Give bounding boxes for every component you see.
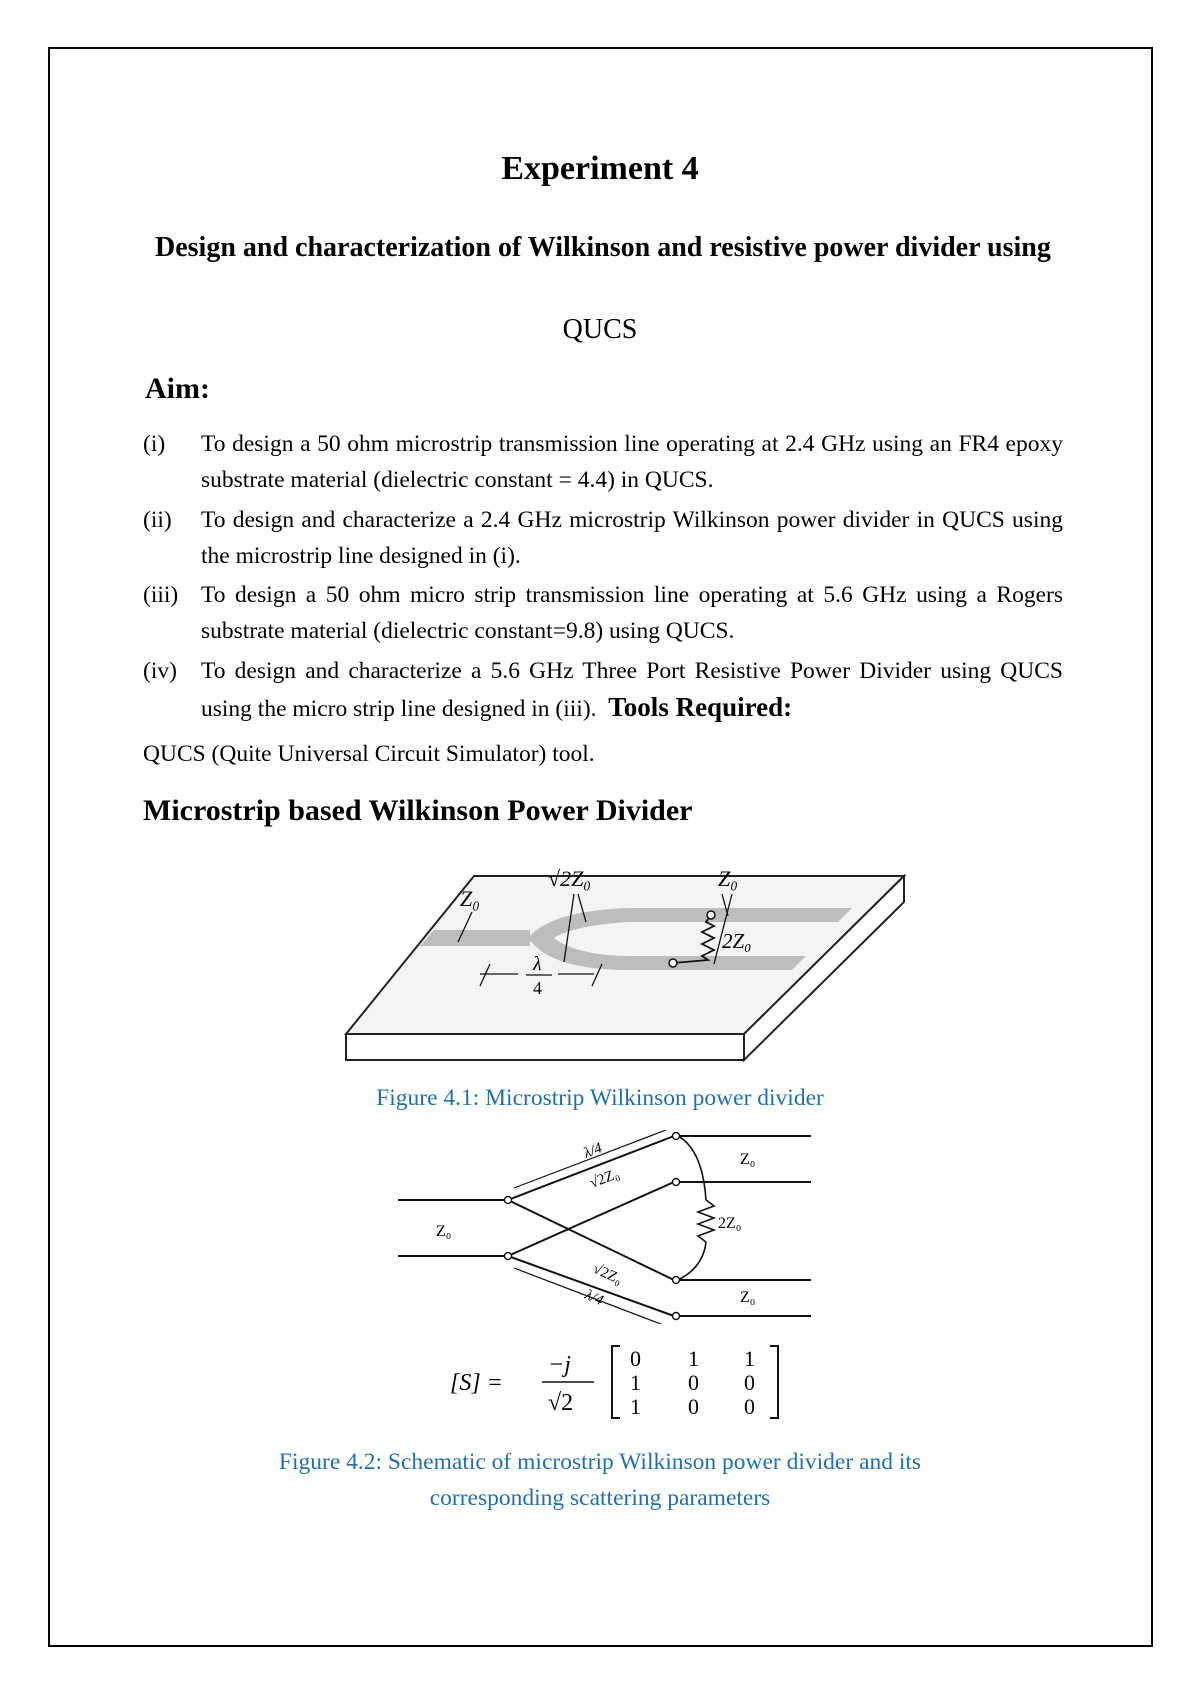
figure-microstrip-divider xyxy=(330,868,910,1068)
substrate-top xyxy=(346,876,904,1034)
label-z0-right: Z₀ xyxy=(718,868,738,891)
output-line-bottom xyxy=(674,956,806,970)
matrix-cell: 1 xyxy=(744,1346,755,1371)
experiment-subtitle: Design and characterization of Wilkinson and resistive power divider using xyxy=(155,232,1051,263)
figure-4-2-caption-line1: Figure 4.2: Schematic of microstrip Wilkinson power divider and its xyxy=(278,1449,922,1475)
matrix-cell: 1 xyxy=(688,1346,699,1371)
aim-text: To design a 50 ohm micro strip transmission line operating at 5.6 GHz using a Rogers substrate material (dielectric constant=9.8) using QUCS. xyxy=(201,582,1063,644)
aim-number: (iii) xyxy=(143,582,179,608)
matrix-cell: 0 xyxy=(744,1370,755,1395)
aim-item xyxy=(143,577,1063,649)
figure-4-1-caption: Figure 4.1: Microstrip Wilkinson power divider xyxy=(376,1085,824,1111)
matrix-cell: 0 xyxy=(630,1346,641,1371)
label-lambda4-bottom: λ/4 xyxy=(582,1287,606,1310)
matrix-cell: 1 xyxy=(630,1394,641,1419)
label-z0-in: Z₀ xyxy=(436,1223,452,1240)
label-z0-out-top: Z₀ xyxy=(740,1151,756,1168)
aim-item xyxy=(143,426,1063,498)
matrix-bracket-right xyxy=(770,1346,778,1418)
aim-number: (iv) xyxy=(143,658,177,684)
input-line xyxy=(420,930,530,946)
aim-heading: Aim: xyxy=(145,372,210,405)
s-matrix-lhs: [S] = xyxy=(450,1370,503,1396)
matrix-cell: 0 xyxy=(744,1394,755,1419)
label-four: 4 xyxy=(533,978,542,998)
label-2z0: 2Z₀ xyxy=(722,929,752,953)
label-2z0: 2Z₀ xyxy=(718,1215,742,1232)
matrix-cell: 0 xyxy=(688,1370,699,1395)
matrix-bracket-left xyxy=(612,1346,620,1418)
s-matrix-equation xyxy=(448,1342,788,1422)
aim-text: To design and characterize a 5.6 GHz Three Port Resistive Power Divider using QUCS using the micro strip line designed in (iii). xyxy=(201,658,1063,722)
figure-4-2-caption-line2: corresponding scattering parameters xyxy=(429,1485,771,1511)
tools-text: QUCS (Quite Universal Circuit Simulator) tool. xyxy=(143,741,595,767)
label-sqrt2z0: √2Z₀ xyxy=(548,868,591,891)
figure-wilkinson-schematic xyxy=(396,1130,816,1324)
aim-number: (i) xyxy=(143,431,166,457)
label-sqrt2z0-top: √2Z₀ xyxy=(587,1166,622,1192)
label-lambda4-top: λ/4 xyxy=(581,1140,605,1162)
matrix-cell: 0 xyxy=(688,1394,699,1419)
schematic-resistor xyxy=(698,1200,714,1242)
aim-text: To design a 50 ohm microstrip transmission line operating at 2.4 GHz using an FR4 epoxy substrate material (dielectric constant = 4.4) in QUCS. xyxy=(201,431,1063,493)
s-matrix-denominator: √2 xyxy=(548,1390,574,1416)
tools-required-heading: Tools Required: xyxy=(608,692,793,722)
aim-item xyxy=(143,502,1063,574)
page-title: Experiment 4 xyxy=(501,150,699,187)
label-sqrt2z0-bottom: √2Z₀ xyxy=(590,1261,625,1288)
aim-number: (ii) xyxy=(143,507,172,533)
matrix-cell: 1 xyxy=(630,1370,641,1395)
label-z0-out-bottom: Z₀ xyxy=(740,1289,756,1306)
section-heading: Microstrip based Wilkinson Power Divider xyxy=(143,794,693,827)
label-z0-left: Z₀ xyxy=(460,886,480,911)
aim-text: To design and characterize a 2.4 GHz microstrip Wilkinson power divider in QUCS using the microstrip line designed in (i). xyxy=(201,507,1063,569)
s-matrix-numerator: −j xyxy=(548,1352,571,1378)
aim-item xyxy=(143,653,1063,727)
label-lambda: λ xyxy=(533,953,542,975)
substrate-front xyxy=(346,1034,744,1060)
subtitle-tool: QUCS xyxy=(562,314,638,345)
output-line-top xyxy=(710,908,852,922)
